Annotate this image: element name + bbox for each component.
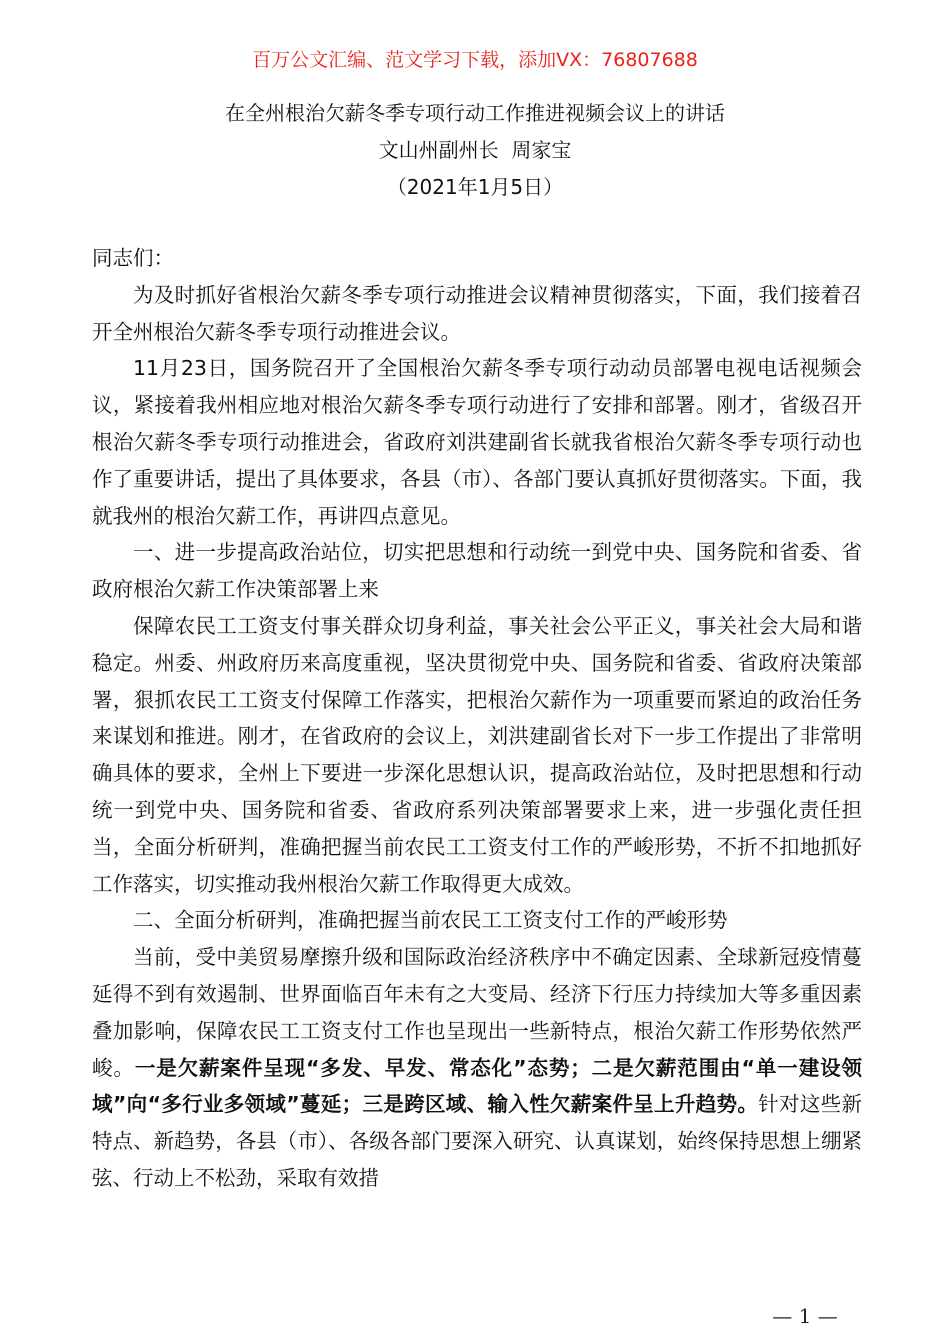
- key-points-bold: 一是欠薪案件呈现“多发、早发、常态化”态势；二是欠薪范围由“单一建设领域”向“多行业多领域”蔓延；三是跨区域、输入性欠薪案件呈上升趋势。: [92, 1055, 862, 1117]
- download-banner: 百万公文汇编、范文学习下载，添加VX：76807688: [252, 49, 698, 71]
- speech-title: 在全州根治欠薪冬季专项行动工作推进视频会议上的讲话: [225, 101, 725, 125]
- measures-text: 针对这些新特点、新趋势，各县（市）、各级各部门要深入研究、认真谋划，始终保持思想上绷紧弦、行动上不松劲，采取有效措: [92, 1092, 863, 1190]
- paragraph-intro: 为及时抓好省根治欠薪冬季专项行动推进会议精神贯彻落实，下面，我们接着召开全州根治欠薪冬季专项行动推进会议。: [92, 282, 862, 344]
- paragraph-section-1: 保障农民工工资支付事关群众切身利益，事关社会公平正义，事关社会大局和谐稳定。州委、州政府历来高度重视，坚决贯彻党中央、国务院和省委、省政府决策部署，狠抓农民工工资支付保障工作落实，把根治欠薪作为一项重要而紧迫的政治任务来谋划和推进。刚才，在省政府的会议上，刘洪建副省长对下一步工作提出了非常明确具体的要求，全州上下要进一步深化思想认识，提高政治站位，及时把思想和行动统一到党中央、国务院和省委、省政府系列决策部署要求上来，进一步强化责任担当，全面分析研判，准确把握当前农民工工资支付工作的严峻形势，不折不扣地抓好工作落实，切实推动我州根治欠薪工作取得更大成效。: [92, 613, 862, 896]
- situation-text: 当前，受中美贸易摩擦升级和国际政治经济秩序中不确定因素、全球新冠疫情蔓延得不到有效遏制、世界面临百年未有之大变局、经济下行压力持续加大等多重因素叠加影响，保障农民工工资支付工作也呈现出一些新特点，根治欠薪工作形势依然严峻。: [92, 945, 862, 1080]
- speech-date: （2021年1月5日）: [386, 175, 564, 199]
- speaker-line: 文山州副州长 周家宝: [378, 138, 572, 162]
- speech-body: [92, 240, 862, 1197]
- section-heading-2: 二、全面分析研判，准确把握当前农民工工资支付工作的严峻形势: [133, 908, 728, 933]
- salutation: 同志们：: [92, 246, 174, 270]
- section-heading-1: 一、进一步提高政治站位，切实把思想和行动统一到党中央、国务院和省委、省政府根治欠薪工作决策部署上来: [92, 540, 862, 602]
- title-block: [0, 95, 950, 206]
- paragraph-section-2: [92, 939, 862, 1197]
- page-number: — 1 —: [772, 1304, 838, 1328]
- paragraph-background: 11月23日，国务院召开了全国根治欠薪冬季专项行动动员部署电视电话视频会议，紧接着我州相应地对根治欠薪冬季专项行动进行了安排和部署。刚才，省级召开根治欠薪冬季专项行动推进会，省政府刘洪建副省长就我省根治欠薪冬季专项行动也作了重要讲话，提出了具体要求，各县（市）、各部门要认真抓好贯彻落实。下面，我就我州的根治欠薪工作，再讲四点意见。: [92, 356, 862, 528]
